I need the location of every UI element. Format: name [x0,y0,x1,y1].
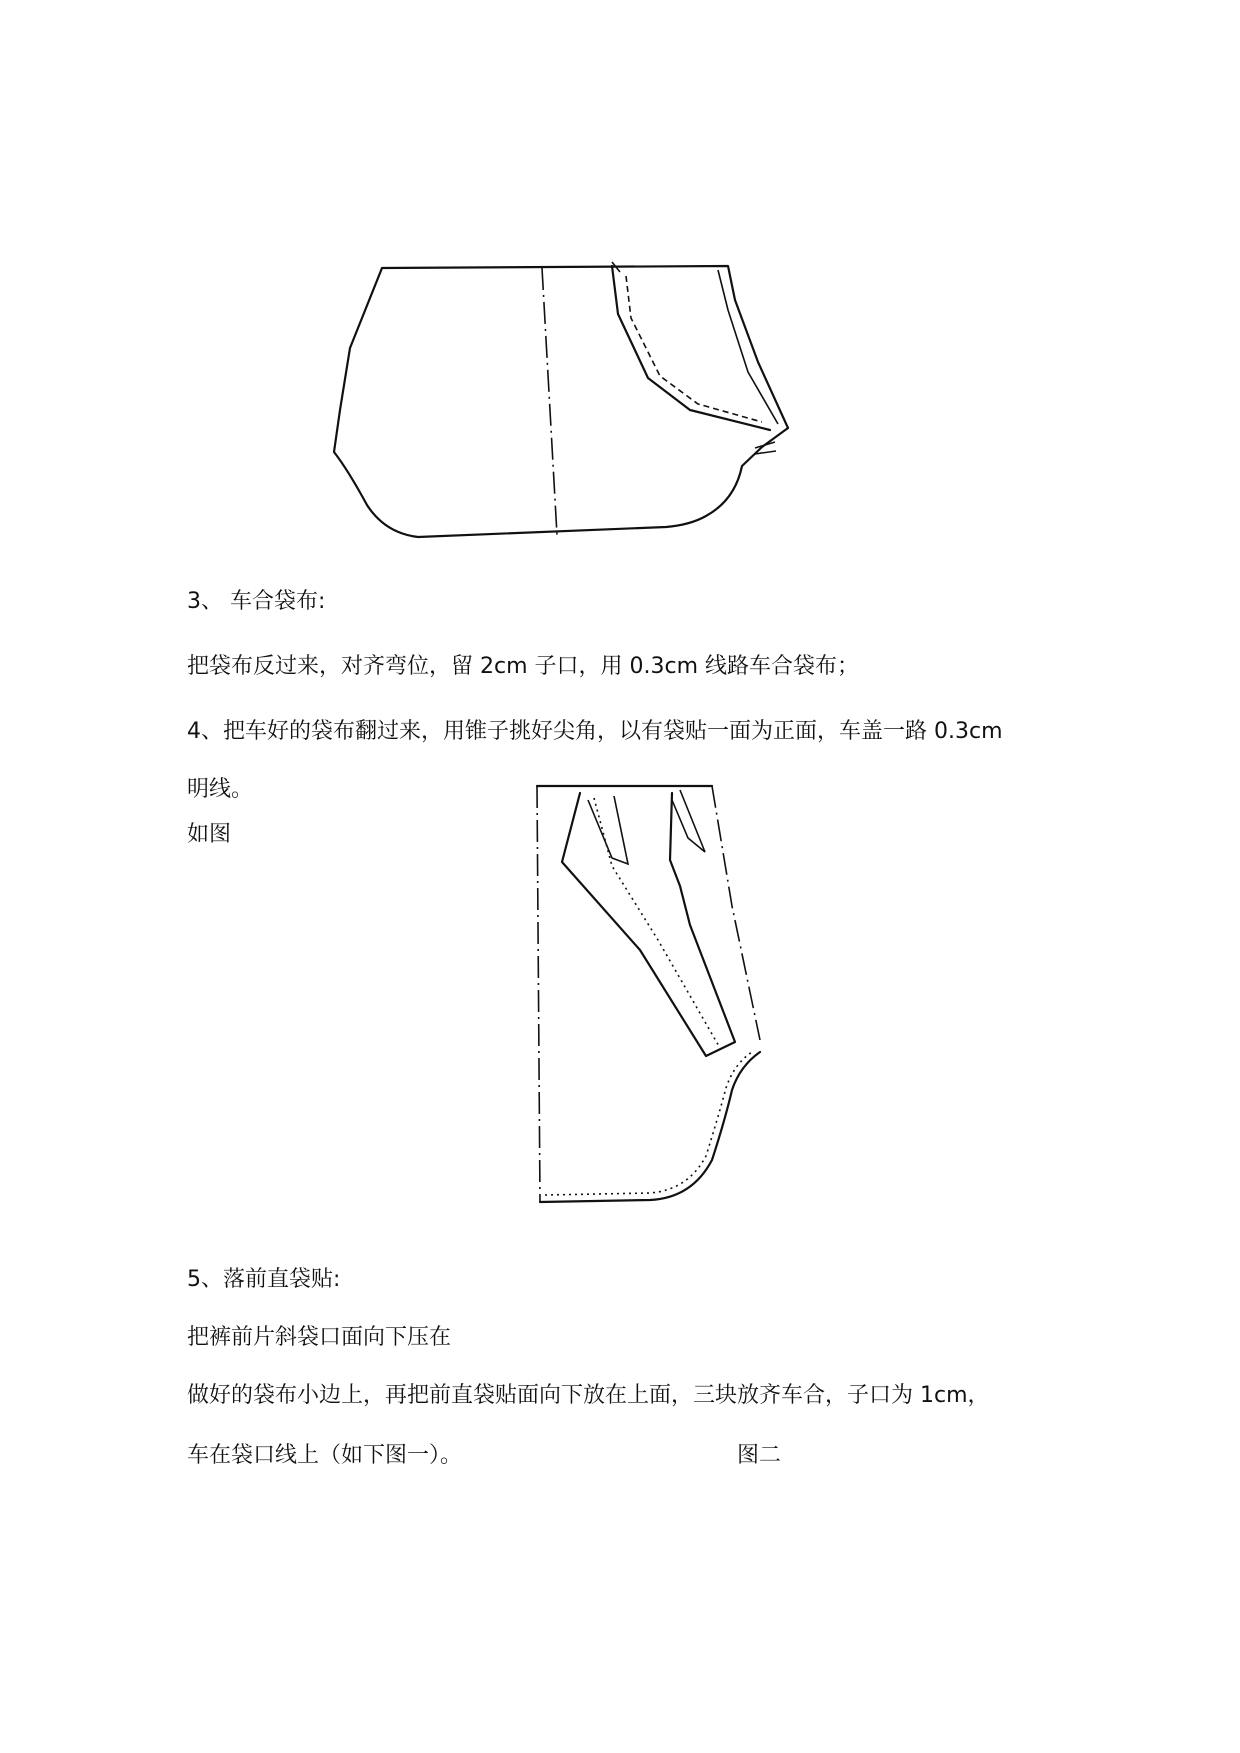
section-3-heading: 3、 车合袋布: [187,589,326,614]
section-5-line-3: 车在袋口线上（如下图一）。 [187,1443,463,1468]
figure-2-label: 图二 [737,1443,782,1468]
bag-bottom-curve [540,1052,760,1202]
section-5-heading: 5、落前直袋贴: [187,1267,341,1292]
section-5-line-2: 做好的袋布小边上，再把前直袋贴面向下放在上面，三块放齐车合，子口为 1cm， [187,1383,990,1408]
facing-inner-fold [588,796,628,864]
facing-right-fold [672,790,705,852]
section-4-line-1: 4、把车好的袋布翻过来，用锥子挑好尖角，以有袋贴一面为正面，车盖一路 0.3cm [187,719,1003,744]
facing-dotted-inner [594,798,720,1048]
bag-bottom-dotted [545,1052,752,1195]
section-3-body: 把袋布反过来，对齐弯位，留 2cm 子口，用 0.3cm 线路车合袋布； [187,654,860,679]
figure-caption: 如图 [187,822,232,847]
section-5-line-1: 把裤前片斜袋口面向下压在 [187,1325,452,1350]
section-4-line-2: 明线。 [187,777,254,802]
bag-left-edge [537,786,540,1202]
